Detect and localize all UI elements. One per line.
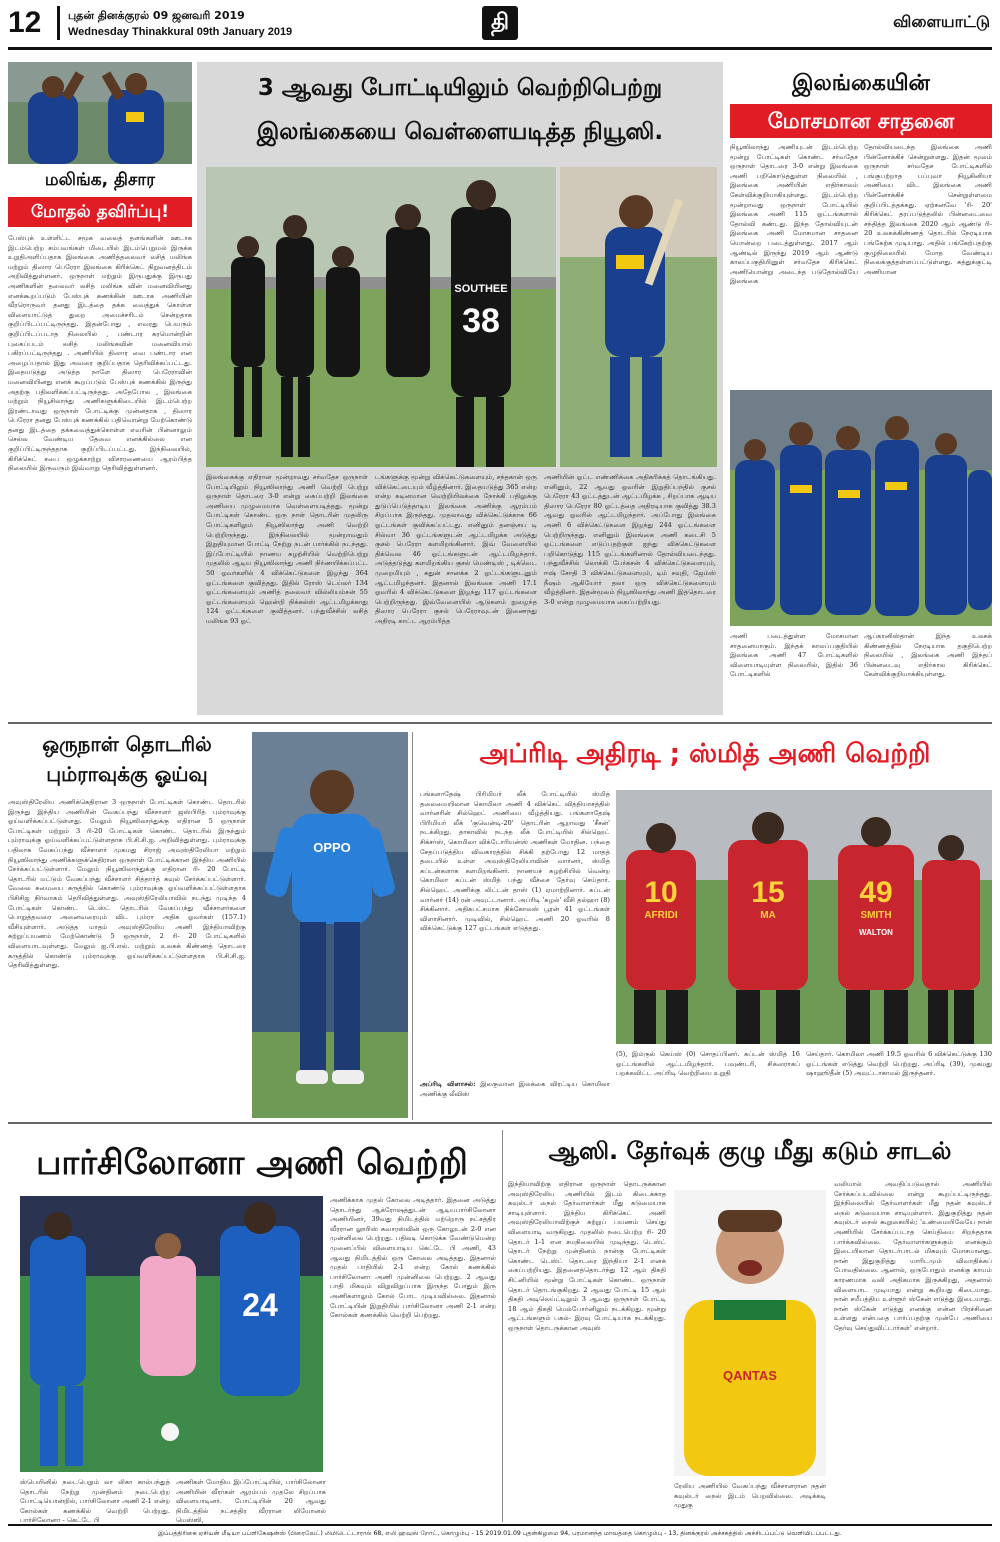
sl-record-col4: ஆப்கானிஸ்தான் இந்த உலகக் கிண்ணத்தில் நேரடியாக தகுதிபெற்ற நிலையில் , இலங்கை அணி இந்தப் பின்னடைவு எதிர்கால கிரிக்கெட் கேள்விக்குறியாக்கியுள்ளது. (864, 632, 992, 679)
sl-record-col2: தோல்வியடைந்த இலங்கை அணி பின்னோக்கிச் சென்றுள்ளது. இதன் மூலம் ஒருநாள் சர்வதேச போட்டிகளில் பங்குபற்றாத பப்புவா நியூகினியா அணியை விட இலங்கை அணி பின்னோக்கிச் சென்றுள்ளமை குறிப்பிடத்தக்கது. ஏற்கனவே 'ரி- 20' கிரிக்கெட் தரப்படுத்தலில் பின்னடைவை சந்தித்த இலங்கை 2020 ஆம் ஆண்டு ரி- 20 உலகக்கிண்ணத் தொடரில் நேரடியாக பங்கேற்க முடியாது. அதில் பங்கேற்பதற்கு குழுநிலையில் மோத வேண்டிய நிலைக்குத்தள்ளப்பட்டுள்ளது. சுத்துக்குட்டி அணியான (864, 143, 992, 276)
malinga-subtitle: மோதல் தவிர்ப்பு! (8, 197, 192, 227)
aussie-article-col1: இந்தியாவிற்கு எதிரான ஒருநாள் தொடருக்கான அவுஸ்திரேலிய அணியில் இடம் கிடைக்காத கவுல்டர் நைல் தேர்வாளர்கள் மீது கடுமையாக சாடியுள்ளார். இந்திய கிரிக்கெட் அணி அவுஸ்திரேலியாவிற்குச் சுற்றுப் பயணம் செய்து விளையாடி வருகிறது. முதலில் நடைபெற்ற ரி- 20 தொடர் 1-1 என சமநிலையில் முடிந்தது. டெஸ்ட் தொடர் நேற்று முன்தினம் நான்கு போட்டிகள் கொண்ட டெஸ்ட் தொடரை இந்தியா 2-1 எனக் கைப்பற்றியது. இதனைத்தொடர்ந்து 12 ஆம் திகதி சிட்னியில் மூன்று போட்டிகள் கொண்ட ஒருநாள் தொடர் தொடங்குகிறது. 2 ஆவது போட்டி 15 ஆம் திகதி அடிலெய்ட்டிலும் 3 ஆவது ஒருநாள் போட்டி 18 ஆம் திகதி மெல்போர்னிலும் நடக்கிறது. மூன்று ஆட்டங்களும் பகல்- இரவு போட்டியாக நடக்கிறது. ஒருநாள் தொடருக்கான அவுஸ் (508, 1180, 666, 1332)
barca-photo-number: 24 (242, 1287, 278, 1323)
nz-jersey-number: 38 (462, 302, 500, 340)
barca-article-col-b: அணிகள் மோதிய இப்போட்டியில், பார்சிலோனா அணியின் வீரர்கள் ஆரம்பம் முதலே சிறப்பாக விளையாடினர். போட்டியின் 20 ஆவது நிமிடத்தில் நட்சத்திர வீரரான லியோனல் மெஸ்ஸி, (176, 1478, 326, 1525)
comilla-jersey-number-1: 10 (644, 876, 678, 909)
nz-article-col3: அணியின் ஓட்ட எண்ணிக்கை அதிகரிக்கத் தொடங்கியது. எனினும், 22 ஆவது ஓவரின் இறுதிப்பந்தில் குசல் பெரேரா 43 ஓட்டத்துடன் ஆட்டமிழக்க , சிறப்பாக ஆடிய திஸார பெரேரா 80 ஓட்டத்தை அதிரடியாக குவித்து 38.3 ஆவது ஓவரில் ஆட்டமிழந்தார். அப்போது இலங்கை அணி 6 விக்கெட்டுகளை இழந்து 244 ஓட்டங்களை பெற்றிருந்தது. எனினும் இலங்கை அணி கடைசி 5 ஓட்டங்களை எடுப்பதற்குள் ஐந்து விக்கெட்டுகளை பறிகொடுத்து 115 ஓட்டங்களினால் தோல்வியடைந்தது. பந்துவீச்சில் லொக்கி பேர்கசன் 4 விக்கெட்டுகளையும், ஈஷ் சோதி 3 விக்கெட்டுகளையும், டிம் சவுதி, ஜேம்ஸ் நீஷம் ஆகியோர் தலா ஒரு விக்கெட்டுகளையும் வீழ்த்தினர். இதன்மூலம் நியூஸிலாந்து அணி இத்தொடரை 3-0 என்று முழுமையாக கைப்பற்றியது. (544, 473, 716, 606)
comilla-jersey-name-3: SMITH (860, 910, 892, 921)
comilla-jersey-sponsor: WALTON (859, 928, 893, 937)
page-number: 12 (8, 6, 42, 39)
nz-team-photo (206, 167, 556, 467)
comilla-jersey-number-3: 49 (859, 876, 893, 909)
bumrah-article: அவுஸ்திரேலிய அணிக்கெதிரான 3 ஒருநாள் போட்டிகள் கொண்ட தொடரில் இருந்து இந்திய அணியின் வேகப்பந்து வீச்சாளர் ஜஸ்பிரித் பும்ராவுக்கு ஓய்வளிக்கப்பட்டுள்ளது. மேலும் நியூஸிலாந்துக்கு எதிரான 5 ஒருநாள் போட்டிகள் மற்றும் 3 ரி-20 போட்டிகள் கொண்ட தொடரில் இருந்தும் பும்ராவுக்கு ஓய்வளிக்கப்பட்டுள்ளதாக பி.சி.சி.ஐ. அறிவித்துள்ளது. பும்ராவுக்கு பதிலாக வேகப்பந்து வீச்சாளர் முகமது சிராஜ் அவுஸ்திரேலியா மற்றும் நியூஸிலாந்து அணிக்களுக்கெதிரான ஒருநாள் போட்டிக்கான இந்திய அணியில் சேர்க்கப்பட்டுள்ளார். மேலும் நியூஸிலாந்துக்கு எதிரான ரி- 20 போட்டி தொடரில் மட்டும் வேகப்பந்து வீச்சாளர் சித்தார்த் கவுல் சேர்க்கப்பட்டுள்ளார். வேலை சுமையை கருத்தில் கொண்டு பும்ராவுக்கு ஓய்வளிக்கப்பட்டுள்ளதாக பிசிசிஐ நிர்வாகம் தெரிவித்துள்ளது. அவுஸ்திரேலியாவில் நடந்து முடிந்த 4 போட்டிகள் கொண்ட டெஸ்ட் தொடரில் வேகப்பந்து வீச்சாளர்களை பொறுத்தவரை அனைவரையும் விட பும்ரா அதிக ஓவர்கள் (157.1) வீசியுள்ளார். அடுத்த மாதம் அவுஸ்திரேலிய அணி இந்தியாவிற்கு சுற்றுப்பயணம் மேற்கொண்டு 5 ஒருநாள், 2 ரி- 20 போட்டிகளில் விளையாடவுள்ளது. மேலும் ஐ.பி.எல். மற்றும் உலகக் கிண்ணத் தொடரை கருத்தில் கொண்டு பும்ராவுக்கு ஓய்வளிக்கப்பட்டுள்ளதாக பி.சி.சி.ஐ. தெரிவித்துள்ளது. (8, 798, 246, 970)
bumrah-photo (252, 732, 408, 1118)
sl-batsman-photo (560, 167, 717, 467)
comilla-jersey-number-2: 15 (751, 876, 785, 909)
barca-article-col-a: ஸ்பெயினில் நடைபெறும் லா லிகா கால்பந்துத் தொடரில் நேற்று முன்தினம் நடைபெற்ற போட்டியொன்றில், பார்சிலோனா அணி 2-1 என்ற கோல்கள் கணக்கில் வெற்றி பெற்றது. பார்சிலோனா - கெட்டே பி (20, 1478, 170, 1525)
bumrah-jersey-text: OPPO (313, 840, 351, 855)
aussie-headline: ஆஸி. தேர்வுக் குழு மீது கடும் சாடல் (548, 1137, 952, 1165)
barca-article-col-right: அணிக்காக முதல் கோலை அடித்தார். இதனை அடுத்து தொடர்ந்து ஆக்ரோஷத்துடன் ஆடியபார்சிலோனா அணியினர், 39வது நிமிடத்தில் மற்றொரு நட்சத்திர வீரரான லூயிஸ் சுவாரஸ்வின் ஒரு கோலுடன் 2-0 என முன்னிலை பெற்றது. பதிலடி கொடுக்க வேண்டுமென்ற முனைப்பில் விளையாடிய கெட்டே பி அணி, 43 ஆவது நிமிடத்தில் ஒரு கோலை அடித்தது. இதனால் முதல் பாதியில் 2-1 என்ற கோல் கணக்கில் பார்சிலோனா அணி முன்னிலை பெற்றது. 2 ஆவது பாதி மிகவும் விறுவிறுப்பாக இருந்த போதும் இரு அணிகளாலும் கோல் போட முடியவில்லை. இதனால் போட்டியின் இறுதியில் பார்சிலோனா அணி 2-1 என்ற கோல்கள் கணக்கில் வெற்றி பெற்றது. (330, 1196, 496, 1320)
newspaper-logo: தி (482, 6, 518, 40)
malinga-photo (8, 62, 192, 164)
aussie-article-col2: வலியால் அவதிப்படுவதால் அணியில் சேர்க்கப்படவில்லை என்று கூறப்பட்டிருந்தது. இந்நிலையில் தேர்வாளர்கள் மீது நதன் கவுல்டர் நைல் கடுமையாக சாடியுள்ளார். இதுகுறித்து நதன் கவுல்டர் நைல் கூறுகையில்; 'உண்மையிலேயே நான் அணியில் சேர்க்கப்படாத செய்தியை சிறந்ததாக பார்க்கவில்லை. தேர்வாளர்களுக்கும் எனக்கும் இடையிலான தொடர்பாடல் மிகவும் மோசமானது. நான் இதுகுறித்து யாரிடமும் விவாதிக்கப் போவதில்லை. ஆனால், ஒருபோதும் எனக்கு காயம் காரணமாக வலி அதிகமாக இருக்கிறது, அதனால் விளையாட முடியாது என்று கூறியது கிடையாது. நான் சமீபத்திய உள்ளூர் ஸ்கேன் எடுத்து இடையாது. நான் ஸ்கேன் எடுத்து எனக்கு என்ன பிரச்சினை உள்ளது என்பதை பார்ப்பதற்கு முன்பே அணியை தேர்வு செய்துவிட்டார்கள்' என்றார். (834, 1180, 992, 1332)
afridi-article-col1: பங்களாதேஷ் பிரிமியர் லீக் போட்டியில் ஸ்மித் தலைமையிலான கொமிலா அணி 4 விக்கெட் வித்தியாசத்தில் வார்னரின் சில்ஹெட் அணியை வீழ்த்தியது. பங்களாதேஷ் பிரிமியர் லீக் 'குவென்டி-20' தொடரின் ஆறாவது 'சீசன்' நடக்கிறது. தாகாவில் நடந்த லீக் போட்டியில் சில்ஹெட் சிக்சர்ஸ், கொமிலா விக்டோரியன்ஸ் அணிகள் மோதின. பந்தை சேதப்படுத்திய விவகாரத்தில் சிக்கி தற்போது 12 மாதத் தடையில் உள்ள அவுஸ்திரேலியாவின் வார்னர், ஸ்மித் கப்டன்களாக களமிறங்கினர். நாணயச் சுழற்சியில் வென்ற கொமிலா கப்டன் ஸ்மித் பந்து வீச்சை தேர்வு செய்தார். சில்ஹெட் அணிக்கு லிட்டன் தாஸ் (1) ஏமாற்றினார். கப்டன் வார்னர் (14) ரன் அவுட்டானார். அப்ரிடி 'சுழல்' வீசி தல்ஹா (8) சிக்கினார். அதிகபட்சமாக நிக்கோலஸ் பூரன் 41 ஓட்டங்கள் விளாசினார். முடிவில், சில்ஹெட் அணி 20 ஓவரில் 8 விக்கெட்டுக்கு 127 ஓட்டங்கள் எடுத்தது. (420, 790, 610, 933)
bumrah-title-line1: ஒருநாள் தொடரில் (42, 732, 212, 756)
malinga-title: மலிங்க, திசார (44, 170, 156, 190)
sl-record-col3: அணி படைத்துள்ள மோசமான சாதனையாகும். இந்தக் காலப்பகுதியில் இலங்கை அணி 47 போட்டிகளில் விளையாடியுள்ள நிலையில், இதில் 36 போட்டிகளில் (730, 632, 858, 679)
section-title: விளையாட்டு (893, 12, 990, 31)
afridi-headline (418, 738, 992, 771)
afridi-headline-text: அப்ரிடி அதிரடி ; ஸ்மித் அணி வெற்றி (479, 739, 931, 769)
sl-team-photo (730, 390, 992, 626)
nz-headline-line1: 3 ஆவது போட்டியிலும் வெற்றிபெற்று (257, 75, 663, 101)
masthead-divider (57, 6, 60, 40)
afridi-article-col3: செய்தார். கொமிலா அணி 19.5 ஓவரில் 6 விக்கெட்டுக்கு 130 ஓட்டங்கள் எடுத்து வெற்றி பெற்றது. அப்ரிடி (39), முகமது ஷாஹூதீன் (5) அவுட்டாகாமல் இருந்தனர். (806, 1050, 992, 1078)
afridi-col1-tail-text: இலகுவான இலக்கை விரட்டிய கொமிலா அணிக்கு லீவிஸ் (420, 1080, 610, 1098)
aussie-divider (502, 1130, 503, 1522)
comilla-photo (616, 790, 992, 1044)
comilla-jersey-name-2: MA (760, 910, 776, 921)
masthead-english-date: Wednesday Thinakkural 09th January 2019 (68, 26, 293, 38)
nz-jersey-name: SOUTHEE (454, 283, 508, 295)
aussie-article-col-a: ரேலிய அணியில் வேகப்பந்து வீச்சாளரான நதன் கவுல்டர் நைல் இடம் பெறவில்லை. அடிக்கடி முதுகு (674, 1482, 826, 1510)
barca-photo (20, 1196, 323, 1472)
nz-article-col1: இலங்கைக்கு எதிரான மூன்றாவது சர்வதேச ஒருநாள் போட்டியிலும் நியூஸிலாந்து அணி வெற்றி பெற்று ஒருநாள் தொடரை 3-0 என்று கைப்பற்றி இலங்கை அணியை முழுமையாக வெள்ளையடித்தது. மூன்று போட்டிகள் கொண்ட ஒரு நாள் தொடரின் முதலிரு போட்டிகளிலும் நியூஸிலாந்து அணி வெற்றி பெற்றிருந்தது. இந்நிலையில் மூன்றாவதும் இறுதியுமான போட்டி நேற்று நடன் பார்க்கில் நடந்தது. இப்போட்டியில் நாணய சுழற்சியில் வெற்றிபெற்று முதலில் ஆடிய நியூஸிலாந்து அணி நிர்ணயிக்கப்பட்ட 50 ஓவர்களில் 4 விக்கெட்டுகளை இழந்து 364 ஓட்டங்களை குவித்தது. இதில் ரோஸ் டெய்லர் 134 ஓட்டங்களையும் அணித் தலைவர் வில்லியம்சன் 55 ஓட்டங்களையும் ஹென்றி நிக்கல்ஸ் ஆட்டமிழக்காது 124 ஓட்டங்களை குவித்தனர். பந்துவீச்சில் லசித் மலிங்க 93 ஓட் (206, 473, 368, 625)
masthead-rule (8, 47, 992, 50)
afridi-subhead: அப்ரிடி விளாசல்: (420, 1080, 476, 1088)
coulter-nile-shirt-text: QANTAS (723, 1368, 777, 1383)
footer-rule (8, 1524, 992, 1526)
section-rule-2 (8, 1122, 992, 1124)
afridi-article-col1-tail (420, 1080, 610, 1118)
sl-record-col1: நியூஸிலாந்து அணியுடன் இடம்பெற்ற மூன்று போட்டிகள் கொண்ட சர்வதேச ஒருநாள் தொடரை 3-0 என்று இலங்கை அணி பறிகொடுத்துள்ள நிலையில் , இலங்கை அணியின் எதிர்காலம் கேள்விக்குறியாகியுள்ளது. இடம்பெற்ற மூன்றாவது ஒருநாள் போட்டியில் இலங்கை அணி 115 ஓட்டங்களால் தோல்வி கண்டது. இந்த தோல்வியுடன் இலங்கை அணி மோசமான சாதனை யொன்றை படைத்துள்ளது. 2017 ஆம் ஆண்டில் இருந்து 2019 ஆம் ஆண்டு காலப்பகுதியினுள் சர்வதேச கிரிக்கெட் அணியொன்று அடைந்த படுதோல்வியே இலங்கை (730, 143, 858, 286)
bumrah-title-line2: பும்ராவுக்கு ஓய்வு (46, 762, 208, 786)
afridi-article-col2: (5), இம்ருல் கெய்ஸ் (0) சொதப்பினர். கப்டன் ஸ்மித் 16 ஓட்டங்களில் ஆட்டமிழந்தார். பவுண்டரி, சிக்ஸராகப் பறக்கவிட்ட அப்ரிடி வெற்றியை உறுதி (616, 1050, 800, 1078)
afridi-divider (412, 732, 413, 1120)
barca-headline: பார்சிலோனா அணி வெற்றி (36, 1143, 468, 1183)
sl-record-title: இலங்கையின் (792, 71, 930, 96)
coulter-nile-photo (674, 1190, 826, 1476)
nz-article-col2: டங்களுக்கு மூன்று விக்கெட்டுகளையும், சந்தகான் ஒரு விக்கெட்டையும் வீழ்த்தினார். இதையடுத்து 365 என்ற என்ற கடினமான வெற்றியிலக்கை நோக்கி பதிலுக்கு துடுப்பெடுத்தாடிய இலங்கை அணிக்கு ஆரம்பம் சிறப்பாக இருந்தது. முதலாவது விக்கெட்டுக்காக 66 ஓட்டங்கள் குவிக்கப்பட்டது. எனினும் தனஞ்சய டி சில்வா 36 ஓட்டங்களுடன் ஆட்டமிழக்க அடுத்து குசல் பெரேரா களமிறங்கினார். இவ் வேளையில் திக்வெல 46 ஓட்டங்களுடன் ஆட்டமிழந்தார். அடுத்தடுத்து களமிறங்கிய குசல் மெண்டிஸ் , டிக்வெட முறைமியும் , சுதுன் சானக்க 2 ஓட்டங்களுடனும் ஆட்டமிழந்தனர். இதனால் இலங்கை அணி 17.1 ஓவரில் 4 விக்கெட்டுகளை இழந்து 117 ஓட்டங்களை பெற்றிருந்தது. இவ்வேளையில் ஆடுகளம் நுழைந்த திஸார பெரேரா குசல் பெரேராவுடன் இணைந்து அதிரடி காட்ட ஆரம்பித்த (375, 473, 537, 625)
masthead-tamil-date: புதன் தினக்குரல் 09 ஜனவரி 2019 (68, 9, 245, 22)
comilla-jersey-name-1: AFRIDI (644, 910, 678, 921)
footer-imprint: இப்பத்திரிகை ஏசியன் மீடியா பப்ளிகேஷன்ஸ் (பிரைவேட்) லிமிடெட்டாரால் 68, எலி ஹவுஸ் றோட், கொழும்பு - 15 2019.01.09 புதன்கிழமை 94, பரமானந்த மாவத்தை கொழும்பு - 13, தினக்குரல் அச்சகத்தில் அச்சிடப்பட்டு வெளியிடப்பட்டது. (158, 1530, 842, 1537)
section-rule-1 (8, 722, 992, 724)
sl-record-subtitle: மோசமான சாதனை (730, 104, 992, 138)
nz-headline-line2: இலங்கையை வெள்ளையடித்த நியூஸி. (256, 119, 664, 145)
malinga-article: பேஸ்புக் உள்ளிட்ட சமூக வலைத் தளங்களின் ஊடாக இடம்பெற்ற சம்பவங்கள் மிடையில் இடம்பெறுமல் இருக்க உறுதிஅளிப்பதாக இலங்கை அணித்தலைவர் லசித் மலிங்க மற்றும் திஸார பெரேரா இலங்கை கிரிக்கெட் நிறுவனத்திடம் அறிவித்துள்ளனர். ஒருநாள் மற்றும் இருபதுக்கு இருபது அணிகளின் தலைவர் லசித் மலிங்க வின் மனைவியினது எனக்கூறப்படும் பேஸ்புக் கணக்கின் ஊடாக அணியின் வீரரொருவர் தனது இடத்தை தக்க வைத்துக் கொள்ள விளையாட்டுத் துறை அமைச்சரிடம் சென்றதாக குறிப்பிடப்பட்டிருந்தது. இதன்போது , எவரது பெயரும் குறிப்பிடப்படாத நிலையில் , பண்டார கரமொன்றின் புகைப்படம் லசித் மலிங்கவின் மனைவியால் பகிரப்பட்டிருந்தது . அணியில் திஸார வை பண்டார என அழைப்பதால் இது அவரை குறிப்பதாக தெரிவிக்கப்பட்டது. இதையடுத்து அடுத்த நாளே திஸார பெரேராவின் மனைவியினது எனக் கூறப்படும் பேஸ்புக் கணக்கில் இருந்து அதற்கு பதிலளிக்கப்பட்டிருந்தது. அதேபோல , இலங்கை மற்றும் நியூசிலாந்து அணிகளுக்கிடையில் இடம்பெற்ற இரண்டாவது ஒருநாள் போட்டிக்கு முன்னதாக , திஸார பெரேரா தனது பேஸ்புக் கணக்கில் பதிவொன்று மேற்கொண்டு தனது இடத்தை தக்கவைத்துக்கொள்ள எவரின் பின்னாலும் செல்ல வேண்டிய தேவை எனக்கில்லை என குறிப்பிட்டிருந்ததாக குறிப்பிடப்பட்டது. இந்நிலையில், கிரிக்கெட் சபை ஒழுக்காற்று விசாரணையை ஆரம்பித்த நிலையில் இருவரும் இவ்வாறு தெரிவித்துள்ளனர். (8, 234, 193, 473)
